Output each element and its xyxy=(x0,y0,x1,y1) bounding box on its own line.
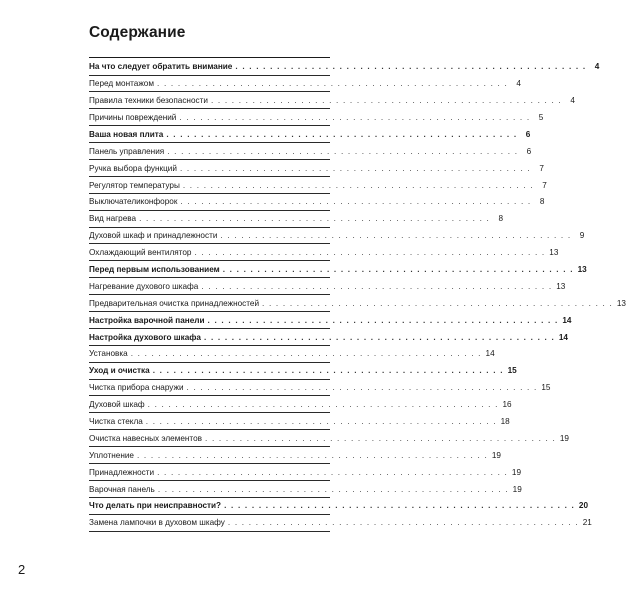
toc-entry-page: 16 xyxy=(502,400,512,410)
toc-entry-label: Причины повреждений xyxy=(89,112,177,122)
toc-entry-label: Варочная панель xyxy=(89,484,155,494)
toc-leader-dots: . . . . . . . . . . . . . . . . . . . . . . . . . . . . . . . . . . . . . . . . . . . . . . . . . . . xyxy=(166,129,518,139)
toc-entry-label: Ваша новая плита xyxy=(89,129,164,139)
toc-entry-page: 18 xyxy=(500,417,510,426)
toc-entry-page: 13 xyxy=(616,298,626,308)
toc-entry-label: На что следует обратить внимание xyxy=(89,62,233,72)
toc-entry xyxy=(89,430,569,447)
toc-entry-page: 20 xyxy=(578,501,589,511)
toc-entry xyxy=(89,481,522,498)
toc-entry-page: 5 xyxy=(538,112,544,122)
toc-entry-page: 19 xyxy=(491,450,501,460)
toc-entry xyxy=(89,515,592,532)
toc-entry xyxy=(89,447,501,464)
toc-leader-dots: . . . . . . . . . . . . . . . . . . . . . . . . . . . . . . . . . . . . . . . . . . . . . . . . . . . xyxy=(157,79,508,89)
toc-entry xyxy=(89,498,589,515)
toc-entry-page: 15 xyxy=(507,366,517,376)
toc-entry xyxy=(89,295,626,312)
toc-entry-page: 7 xyxy=(539,163,544,173)
toc-entry-page: 13 xyxy=(556,281,566,291)
toc-entry-label: Правила техники безопасности xyxy=(89,96,208,106)
toc-entry-page: 14 xyxy=(485,349,495,359)
toc-entry-page: 6 xyxy=(526,146,532,156)
toc-entry-label: Панель управления xyxy=(89,146,165,156)
toc-entry xyxy=(89,211,504,228)
page-number: 2 xyxy=(18,562,26,577)
toc-entry xyxy=(89,396,512,413)
toc-entry-label: Вид нагрева xyxy=(89,214,137,224)
document-title: Содержание xyxy=(89,24,186,41)
toc-entry xyxy=(89,464,522,481)
toc-leader-dots: . . . . . . . . . . . . . . . . . . . . . . . . . . . . . . . . . . . . . . . . . . . . . . . . . . . xyxy=(167,146,519,156)
toc-entry-label: Настройка варочной панели xyxy=(89,315,205,325)
toc-entry xyxy=(89,228,585,245)
toc-entry-label: Перед первым использованием xyxy=(89,264,220,274)
toc-leader-dots: . . . . . . . . . . . . . . . . . . . . . . . . . . . . . . . . . . . . . . . . . . . . . . . . . . . xyxy=(130,349,482,359)
toc-leader-dots: . . . . . . . . . . . . . . . . . . . . . . . . . . . . . . . . . . . . . . . . . . . . . . . . . . . xyxy=(157,467,509,477)
toc-leader-dots: . . . . . . . . . . . . . . . . . . . . . . . . . . . . . . . . . . . . . . . . . . . . . . . . . . . xyxy=(179,163,531,173)
toc-entry xyxy=(89,278,566,295)
toc-leader-dots: . . . . . . . . . . . . . . . . . . . . . . . . . . . . . . . . . . . . . . . . . . . . . . . . . . . xyxy=(145,417,497,426)
toc-leader-dots: . . . . . . . . . . . . . . . . . . . . . . . . . . . . . . . . . . . . . . . . . . . . . . . . . . . xyxy=(204,332,555,342)
toc-entry-page: 19 xyxy=(559,433,569,443)
toc-entry-label: Очистка навесных элементов xyxy=(89,433,202,443)
toc-entry xyxy=(89,57,600,76)
toc-entry-label: Духовой шкаф xyxy=(89,400,145,410)
toc-entry xyxy=(89,329,568,346)
toc-entry xyxy=(89,413,510,430)
toc-entry xyxy=(89,109,544,126)
toc-leader-dots: . . . . . . . . . . . . . . . . . . . . . . . . . . . . . . . . . . . . . . . . . . . . . . . . . . . xyxy=(186,383,538,393)
toc-entry-label: Уход и очистка xyxy=(89,366,150,376)
toc-entry-page: 13 xyxy=(549,248,559,258)
toc-entry-label: Перед монтажом xyxy=(89,79,154,89)
toc-entry-label: Регулятор температуры xyxy=(89,180,180,190)
toc-leader-dots: . . . . . . . . . . . . . . . . . . . . . . . . . . . . . . . . . . . . . . . . . . . . . . . . . . . xyxy=(139,214,491,224)
toc-entry-label: Предварительная очистка принадлежностей xyxy=(89,298,260,308)
toc-entry-page: 4 xyxy=(594,62,600,72)
toc-entry-label: Чистка прибора снаружи xyxy=(89,383,184,393)
toc-entry xyxy=(89,92,575,109)
toc-leader-dots: . . . . . . . . . . . . . . . . . . . . . . . . . . . . . . . . . . . . . . . . . . . . . . . . . . . xyxy=(136,450,488,460)
toc-entry-page: 19 xyxy=(512,484,522,494)
toc-entry xyxy=(89,363,517,380)
toc-entry-page: 19 xyxy=(511,467,522,477)
toc-leader-dots: . . . . . . . . . . . . . . . . . . . . . . . . . . . . . . . . . . . . . . . . . . . . . . . . . . . xyxy=(179,112,531,122)
toc-entry-page: 4 xyxy=(516,79,521,89)
toc-entry xyxy=(89,126,531,143)
toc-leader-dots: . . . . . . . . . . . . . . . . . . . . . . . . . . . . . . . . . . . . . . . . . . . . . . . . . . . xyxy=(201,281,553,291)
toc-entry-label: Замена лампочки в духовом шкафу xyxy=(89,518,225,528)
toc-entry-page: 13 xyxy=(577,264,587,274)
toc-entry-label: Установка xyxy=(89,349,128,359)
toc-entry xyxy=(89,160,544,177)
toc-leader-dots: . . . . . . . . . . . . . . . . . . . . . . . . . . . . . . . . . . . . . . . . . . . . . . . . . . . xyxy=(222,264,574,274)
toc-leader-dots: . . . . . . . . . . . . . . . . . . . . . . . . . . . . . . . . . . . . . . . . . . . . . . . . . . . xyxy=(235,62,587,72)
toc-entry xyxy=(89,194,545,211)
toc-entry xyxy=(89,261,587,278)
toc-leader-dots: . . . . . . . . . . . . . . . . . . . . . . . . . . . . . . . . . . . . . . . . . . . . . . . . . . . xyxy=(227,518,579,528)
toc-entry-label: Выключателиконфорок xyxy=(89,197,178,207)
toc-entry-page: 21 xyxy=(582,518,592,528)
toc-leader-dots: . . . . . . . . . . . . . . . . . . . . . . . . . . . . . . . . . . . . . . . . . . . . . . . . . . . xyxy=(180,197,532,207)
toc-entry-page: 15 xyxy=(541,383,551,393)
toc-entry-page: 7 xyxy=(542,180,547,190)
toc-entry-page: 4 xyxy=(570,96,575,106)
toc-leader-dots: . . . . . . . . . . . . . . . . . . . . . . . . . . . . . . . . . . . . . . . . . . . . . . . . . . . xyxy=(182,180,534,190)
toc-entry-page: 8 xyxy=(539,197,545,207)
toc-entry-label: Духовой шкаф и принадлежности xyxy=(89,231,218,241)
toc-entry-label: Настройка духового шкафа xyxy=(89,332,201,342)
toc-entry-page: 14 xyxy=(558,332,568,342)
toc-leader-dots: . . . . . . . . . . . . . . . . . . . . . . . . . . . . . . . . . . . . . . . . . . . . . . . . . . . xyxy=(210,96,562,106)
toc-entry-label: Принадлежности xyxy=(89,467,155,477)
toc-leader-dots: . . . . . . . . . . . . . . . . . . . . . . . . . . . . . . . . . . . . . . . . . . . . . . . . . . . xyxy=(207,315,559,325)
toc-entry-page: 8 xyxy=(498,214,504,224)
toc-leader-dots: . . . . . . . . . . . . . . . . . . . . . . . . . . . . . . . . . . . . . . . . . . . . . . . . . . . xyxy=(152,366,504,376)
toc-entry-page: 14 xyxy=(562,315,572,325)
table-of-contents xyxy=(89,57,626,532)
toc-entry-label: Чистка стекла xyxy=(89,417,143,426)
toc-entry xyxy=(89,312,572,329)
toc-leader-dots: . . . . . . . . . . . . . . . . . . . . . . . . . . . . . . . . . . . . . . . . . . . . . . . . . . . xyxy=(194,248,546,258)
toc-entry xyxy=(89,346,495,363)
toc-entry xyxy=(89,177,547,194)
toc-entry-label: Ручка выбора функций xyxy=(89,163,177,173)
toc-entry xyxy=(89,380,551,397)
toc-entry xyxy=(89,76,521,93)
toc-entry-label: Охлаждающий вентилятор xyxy=(89,248,192,258)
toc-entry-page: 6 xyxy=(525,129,531,139)
toc-leader-dots: . . . . . . . . . . . . . . . . . . . . . . . . . . . . . . . . . . . . . . . . . . . . . . . . . . . xyxy=(262,298,613,308)
toc-entry xyxy=(89,143,532,160)
toc-leader-dots: . . . . . . . . . . . . . . . . . . . . . . . . . . . . . . . . . . . . . . . . . . . . . . . . . . . xyxy=(147,400,499,410)
toc-entry-label: Нагревание духового шкафа xyxy=(89,281,199,291)
toc-leader-dots: . . . . . . . . . . . . . . . . . . . . . . . . . . . . . . . . . . . . . . . . . . . . . . . . . . . xyxy=(205,433,556,443)
toc-leader-dots: . . . . . . . . . . . . . . . . . . . . . . . . . . . . . . . . . . . . . . . . . . . . . . . . . . . xyxy=(157,484,509,494)
toc-leader-dots: . . . . . . . . . . . . . . . . . . . . . . . . . . . . . . . . . . . . . . . . . . . . . . . . . . . xyxy=(220,231,572,241)
toc-entry-page: 9 xyxy=(579,231,585,241)
toc-entry-label: Что делать при неисправности? xyxy=(89,501,222,511)
toc-entry xyxy=(89,244,559,261)
toc-leader-dots: . . . . . . . . . . . . . . . . . . . . . . . . . . . . . . . . . . . . . . . . . . . . . . . . . . . xyxy=(224,501,576,511)
toc-entry-label: Уплотнение xyxy=(89,450,134,460)
